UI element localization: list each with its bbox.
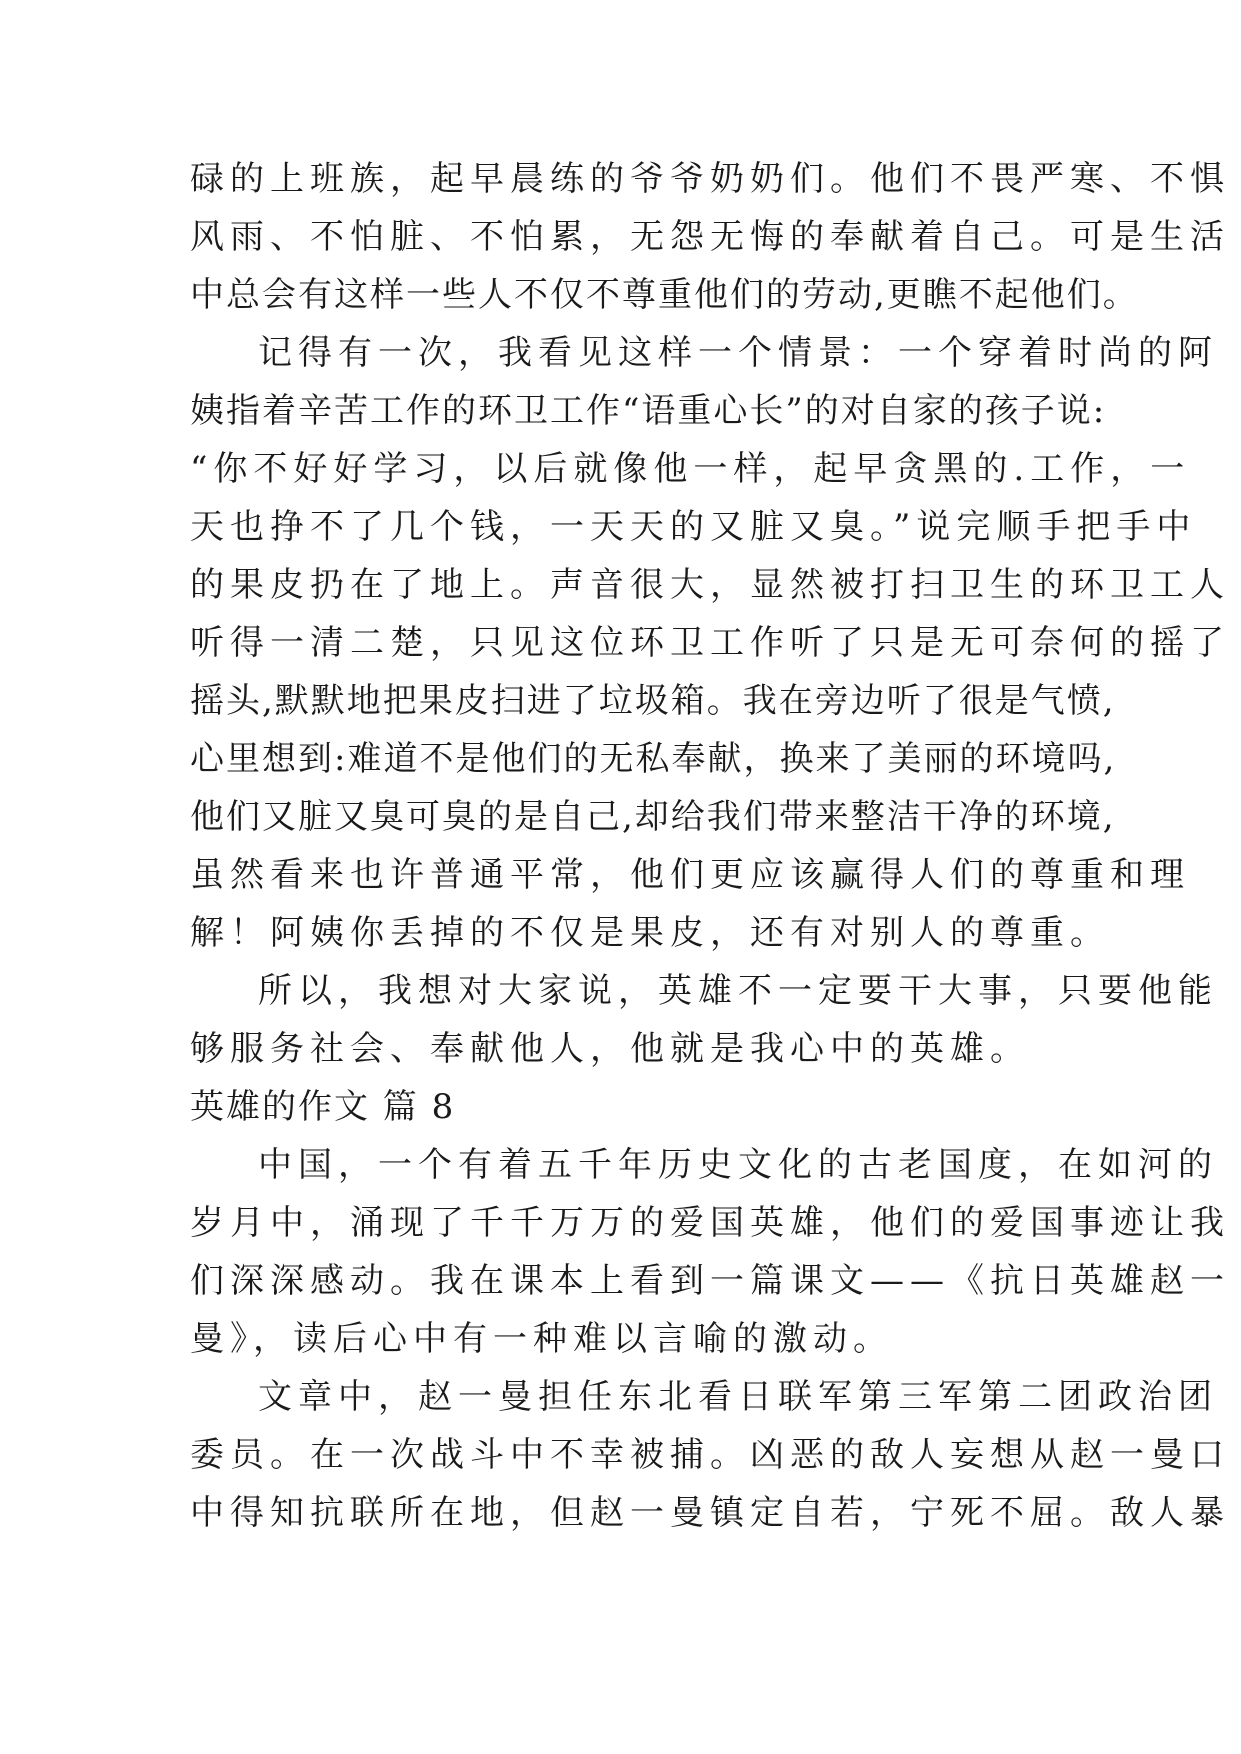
text-line: 解！阿姨你丢掉的不仅是果皮，还有对别人的尊重。	[190, 913, 1110, 953]
text-line: 岁月中，涌现了千千万万的爱国英雄，他们的爱国事迹让我	[190, 1203, 1230, 1243]
paragraph-start-line: 所以，我想对大家说，英雄不一定要干大事，只要他能	[258, 971, 1218, 1011]
paragraph-start-line: 记得有一次，我看见这样一个情景：一个穿着时尚的阿	[258, 333, 1218, 373]
text-line: 的果皮扔在了地上。声音很大，显然被打扫卫生的环卫工人	[190, 565, 1230, 605]
paragraph-start-line: 中国，一个有着五千年历史文化的古老国度，在如河的	[258, 1145, 1218, 1185]
text-line: 风雨、不怕脏、不怕累，无怨无悔的奉献着自己。可是生活	[190, 217, 1230, 257]
text-line: 委员。在一次战斗中不幸被捕。凶恶的敌人妄想从赵一曼口	[190, 1435, 1230, 1475]
text-line: 姨指着辛苦工作的环卫工作“语重心长”的对自家的孩子说:	[190, 391, 1107, 431]
paragraph-start-line: 文章中，赵一曼担任东北看日联军第三军第二团政治团	[258, 1377, 1218, 1417]
text-line: 碌的上班族，起早晨练的爷爷奶奶们。他们不畏严寒、不惧	[190, 159, 1230, 199]
text-line: 天也挣不了几个钱，一天天的又脏又臭。”说完顺手把手中	[190, 507, 1197, 547]
text-line: “你不好好学习，以后就像他一样，起早贪黑的.工作，一	[190, 449, 1191, 489]
text-line: 曼》，读后心中有一种难以言喻的激动。	[190, 1319, 893, 1359]
text-line: 摇头,默默地把果皮扫进了垃圾箱。我在旁边听了很是气愤,	[190, 681, 1116, 721]
text-line: 心里想到:难道不是他们的无私奉献，换来了美丽的环境吗,	[190, 739, 1117, 779]
text-line: 中得知抗联所在地，但赵一曼镇定自若，宁死不屈。敌人暴	[190, 1493, 1230, 1533]
text-line: 够服务社会、奉献他人，他就是我心中的英雄。	[190, 1029, 1030, 1069]
section-heading: 英雄的作文 篇 8	[190, 1087, 456, 1127]
text-line: 听得一清二楚，只见这位环卫工作听了只是无可奈何的摇了	[190, 623, 1230, 663]
text-line: 中总会有这样一些人不仅不尊重他们的劳动,更瞧不起他们。	[190, 275, 1139, 315]
essay-body	[190, 150, 1230, 1542]
text-line: 他们又脏又臭可臭的是自己,却给我们带来整洁干净的环境,	[190, 797, 1116, 837]
text-line: 们深深感动。我在课本上看到一篇课文——《抗日英雄赵一	[190, 1261, 1230, 1301]
text-line: 虽然看来也许普通平常，他们更应该赢得人们的尊重和理	[190, 855, 1190, 895]
